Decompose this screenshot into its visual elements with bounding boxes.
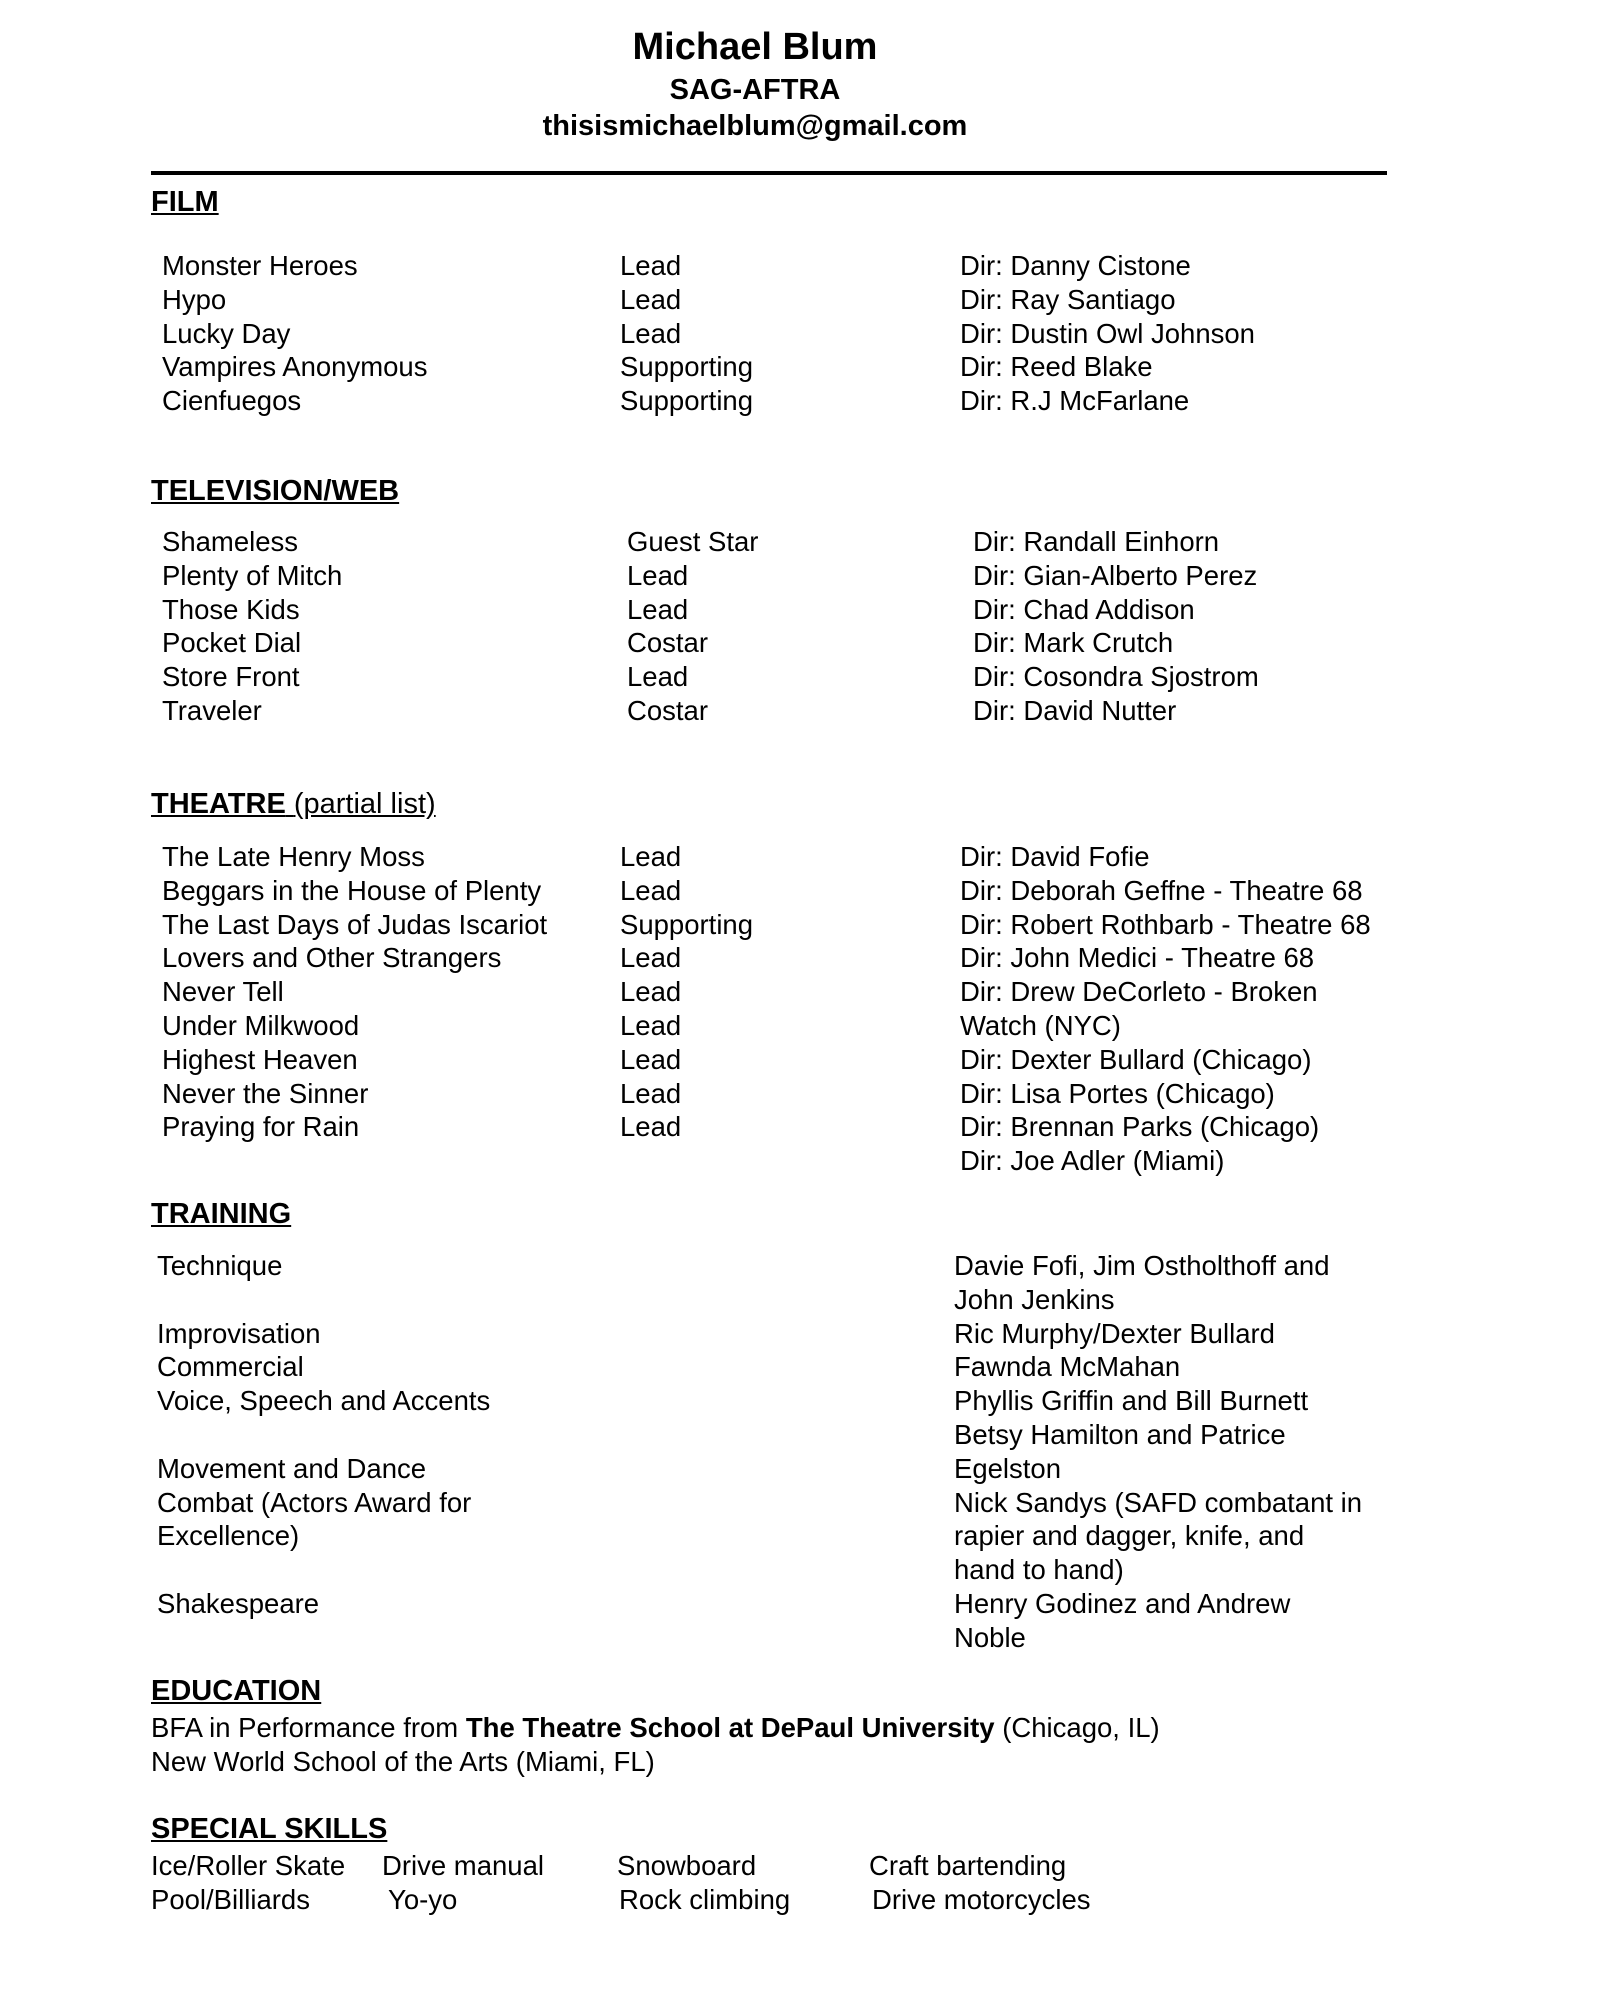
credit-director: Dir: David Nutter [973, 695, 1177, 726]
credit-role: Costar [627, 695, 708, 726]
credit-title: Beggars in the House of Plenty [162, 875, 542, 906]
training-instructor: Henry Godinez and Andrew [954, 1588, 1291, 1619]
credit-role: Supporting [620, 909, 754, 940]
credit-role: Lead [620, 942, 682, 973]
training-instructor: Egelston [954, 1453, 1062, 1484]
skills-heading: SPECIAL SKILLS [151, 1813, 388, 1845]
credit-role: Supporting [620, 385, 754, 416]
credit-director: Dir: Gian-Alberto Perez [973, 560, 1258, 591]
credit-director: Dir: Randall Einhorn [973, 526, 1220, 557]
credit-director: Dir: Deborah Geffne - Theatre 68 [960, 875, 1363, 906]
credit-role: Lead [620, 976, 682, 1007]
credit-title: Under Milkwood [162, 1010, 360, 1041]
credit-role: Guest Star [627, 526, 759, 557]
training-instructor: Fawnda McMahan [954, 1351, 1181, 1382]
credit-director: Dir: Reed Blake [960, 351, 1153, 382]
credit-role: Lead [620, 1078, 682, 1109]
training-heading: TRAINING [151, 1198, 292, 1230]
education-degree: BFA in Performance from [151, 1712, 466, 1743]
credit-title: Traveler [162, 695, 262, 726]
training-discipline: Movement and Dance [157, 1453, 427, 1484]
credit-role: Lead [620, 1111, 682, 1142]
credit-director: Dir: Cosondra Sjostrom [973, 661, 1259, 692]
credit-director: Dir: Chad Addison [973, 594, 1195, 625]
resume-name: Michael Blum [632, 26, 878, 68]
credit-director: Dir: David Fofie [960, 841, 1150, 872]
skill-item: Ice/Roller Skate [151, 1850, 346, 1881]
credit-title: Monster Heroes [162, 250, 358, 281]
skill-item: Snowboard [617, 1850, 757, 1881]
credit-role: Lead [627, 560, 689, 591]
education-school: The Theatre School at DePaul University [465, 1712, 995, 1743]
credit-role: Lead [627, 661, 689, 692]
skill-item: Yo-yo [388, 1884, 458, 1915]
credit-director: Dir: Brennan Parks (Chicago) [960, 1111, 1320, 1142]
training-instructor: Phyllis Griffin and Bill Burnett [954, 1385, 1309, 1416]
credit-director: Dir: John Medici - Theatre 68 [960, 942, 1315, 973]
credit-director: Dir: Ray Santiago [960, 284, 1176, 315]
credit-director: Dir: Lisa Portes (Chicago) [960, 1078, 1275, 1109]
credit-title: Shameless [162, 526, 299, 557]
training-discipline: Commercial [157, 1351, 304, 1382]
credit-director: Watch (NYC) [960, 1010, 1121, 1041]
credit-title: The Late Henry Moss [162, 841, 425, 872]
credit-director: Dir: Mark Crutch [973, 627, 1174, 658]
skill-item: Pool/Billiards [151, 1884, 310, 1915]
credit-director: Dir: Dustin Owl Johnson [960, 318, 1255, 349]
skill-item: Drive motorcycles [872, 1884, 1091, 1915]
credit-role: Lead [620, 875, 682, 906]
training-discipline: Shakespeare [157, 1588, 320, 1619]
education-line: New World School of the Arts (Miami, FL) [151, 1746, 655, 1777]
credit-title: Store Front [162, 661, 300, 692]
education-line [151, 1714, 1160, 1742]
credit-director: Dir: Dexter Bullard (Chicago) [960, 1044, 1312, 1075]
credit-title: Lovers and Other Strangers [162, 942, 502, 973]
credit-director: Dir: Drew DeCorleto - Broken [960, 976, 1318, 1007]
credit-role: Lead [627, 594, 689, 625]
training-instructor: Ric Murphy/Dexter Bullard [954, 1318, 1275, 1349]
training-instructor: Betsy Hamilton and Patrice [954, 1419, 1286, 1450]
credit-director: Dir: R.J McFarlane [960, 385, 1190, 416]
credit-role: Costar [627, 627, 708, 658]
film-heading: FILM [151, 186, 219, 218]
training-discipline: Excellence) [157, 1520, 300, 1551]
skill-item: Craft bartending [869, 1850, 1067, 1881]
credit-title: Cienfuegos [162, 385, 302, 416]
union-affiliation: SAG-AFTRA [669, 74, 841, 106]
training-discipline: Combat (Actors Award for [157, 1487, 472, 1518]
credit-role: Lead [620, 284, 682, 315]
training-discipline: Improvisation [157, 1318, 321, 1349]
theatre-heading [151, 790, 436, 819]
credit-role: Lead [620, 318, 682, 349]
credit-director: Dir: Danny Cistone [960, 250, 1191, 281]
training-instructor: Noble [954, 1622, 1026, 1653]
training-discipline: Voice, Speech and Accents [157, 1385, 491, 1416]
credit-title: Pocket Dial [162, 627, 302, 658]
training-instructor: John Jenkins [954, 1284, 1115, 1315]
training-instructor: Nick Sandys (SAFD combatant in [954, 1487, 1363, 1518]
credit-title: Hypo [162, 284, 227, 315]
credit-title: Lucky Day [162, 318, 291, 349]
credit-title: The Last Days of Judas Iscariot [162, 909, 548, 940]
credit-role: Lead [620, 841, 682, 872]
contact-email: thisismichaelblum@gmail.com [542, 110, 968, 142]
education-location: (Chicago, IL) [994, 1712, 1160, 1743]
theatre-heading-label: THEATRE [151, 788, 286, 820]
theatre-subheading: (partial list) [293, 788, 436, 820]
credit-role: Lead [620, 1010, 682, 1041]
credit-director: Dir: Joe Adler (Miami) [960, 1145, 1225, 1176]
skill-item: Rock climbing [619, 1884, 791, 1915]
credit-title: Never the Sinner [162, 1078, 369, 1109]
header-divider [151, 171, 1387, 175]
education-heading: EDUCATION [151, 1675, 322, 1707]
training-discipline: Technique [157, 1250, 283, 1281]
credit-title: Never Tell [162, 976, 284, 1007]
training-instructor: Davie Fofi, Jim Ostholthoff and [954, 1250, 1330, 1281]
training-instructor: rapier and dagger, knife, and [954, 1520, 1305, 1551]
credit-title: Highest Heaven [162, 1044, 358, 1075]
television-heading: TELEVISION/WEB [151, 475, 400, 507]
credit-role: Lead [620, 250, 682, 281]
credit-director: Dir: Robert Rothbarb - Theatre 68 [960, 909, 1371, 940]
credit-title: Praying for Rain [162, 1111, 360, 1142]
skill-item: Drive manual [382, 1850, 545, 1881]
credit-role: Supporting [620, 351, 754, 382]
training-instructor: hand to hand) [954, 1554, 1124, 1585]
credit-role: Lead [620, 1044, 682, 1075]
credit-title: Plenty of Mitch [162, 560, 343, 591]
credit-title: Those Kids [162, 594, 300, 625]
credit-title: Vampires Anonymous [162, 351, 428, 382]
